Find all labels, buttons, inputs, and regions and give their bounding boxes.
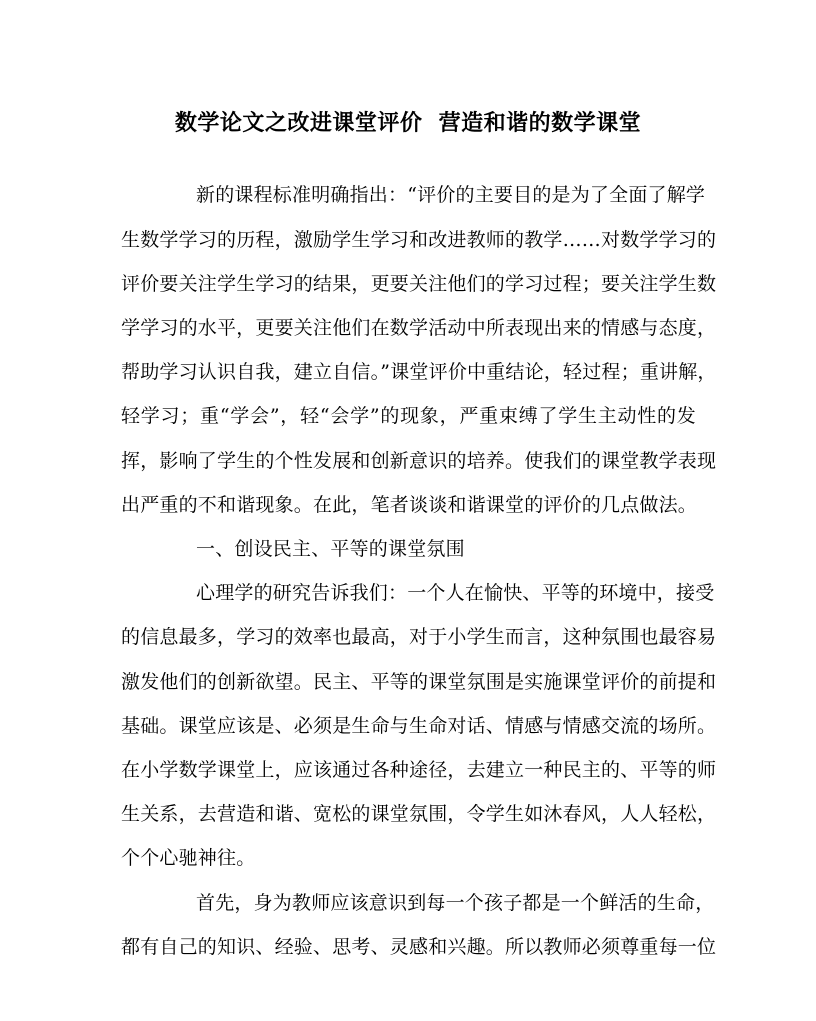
paragraph-line: 首先，身为教师应该意识到每一个孩子都是一个鲜活的生命， xyxy=(196,892,715,914)
paragraph-line: 新的课程标准明确指出：“评价的主要目的是为了全面了解学 xyxy=(196,184,706,206)
paragraph-line: 心理学的研究告诉我们：一个人在愉快、平等的环境中，接受 xyxy=(196,582,715,604)
paragraph-line: 在小学数学课堂上，应该通过各种途径，去建立一种民主的、平等的师 xyxy=(121,759,717,781)
paragraph-line: 基础。课堂应该是、必须是生命与生命对话、情感与情感交流的场所。 xyxy=(121,715,717,737)
document-title: 数学论文之改进课堂评价 营造和谐的数学课堂 xyxy=(174,110,642,136)
paragraph-line: 的信息最多，学习的效率也最高，对于小学生而言，这种氛围也最容易 xyxy=(121,626,717,648)
section-heading: 一、创设民主、平等的课堂氛围 xyxy=(196,538,465,560)
paragraph-line: 轻学习；重“学会”，轻“会学”的现象，严重束缚了学生主动性的发 xyxy=(121,405,696,427)
paragraph-line: 学学习的水平，更要关注他们在数学活动中所表现出来的情感与态度， xyxy=(121,317,717,339)
paragraph-line: 生关系，去营造和谐、宽松的课堂氛围，令学生如沐春风，人人轻松， xyxy=(121,803,717,825)
paragraph-line: 帮助学习认识自我，建立自信。”课堂评价中重结论，轻过程；重讲解， xyxy=(121,361,717,383)
paragraph-line: 挥，影响了学生的个性发展和创新意识的培养。使我们的课堂教学表现 xyxy=(121,450,717,472)
paragraph-line: 评价要关注学生学习的结果，更要关注他们的学习过程；要关注学生数 xyxy=(121,273,717,295)
paragraph-line: 激发他们的创新欲望。民主、平等的课堂氛围是实施课堂评价的前提和 xyxy=(121,671,717,693)
paragraph-line: 个个心驰神往。 xyxy=(121,847,256,869)
paragraph-line: 出严重的不和谐现象。在此，笔者谈谈和谐课堂的评价的几点做法。 xyxy=(121,494,698,516)
paragraph-line: 都有自己的知识、经验、思考、灵感和兴趣。所以教师必须尊重每一位 xyxy=(121,936,717,958)
paragraph-line: 生数学学习的历程，激励学生学习和改进教师的教学……对数学学习的 xyxy=(121,229,717,251)
